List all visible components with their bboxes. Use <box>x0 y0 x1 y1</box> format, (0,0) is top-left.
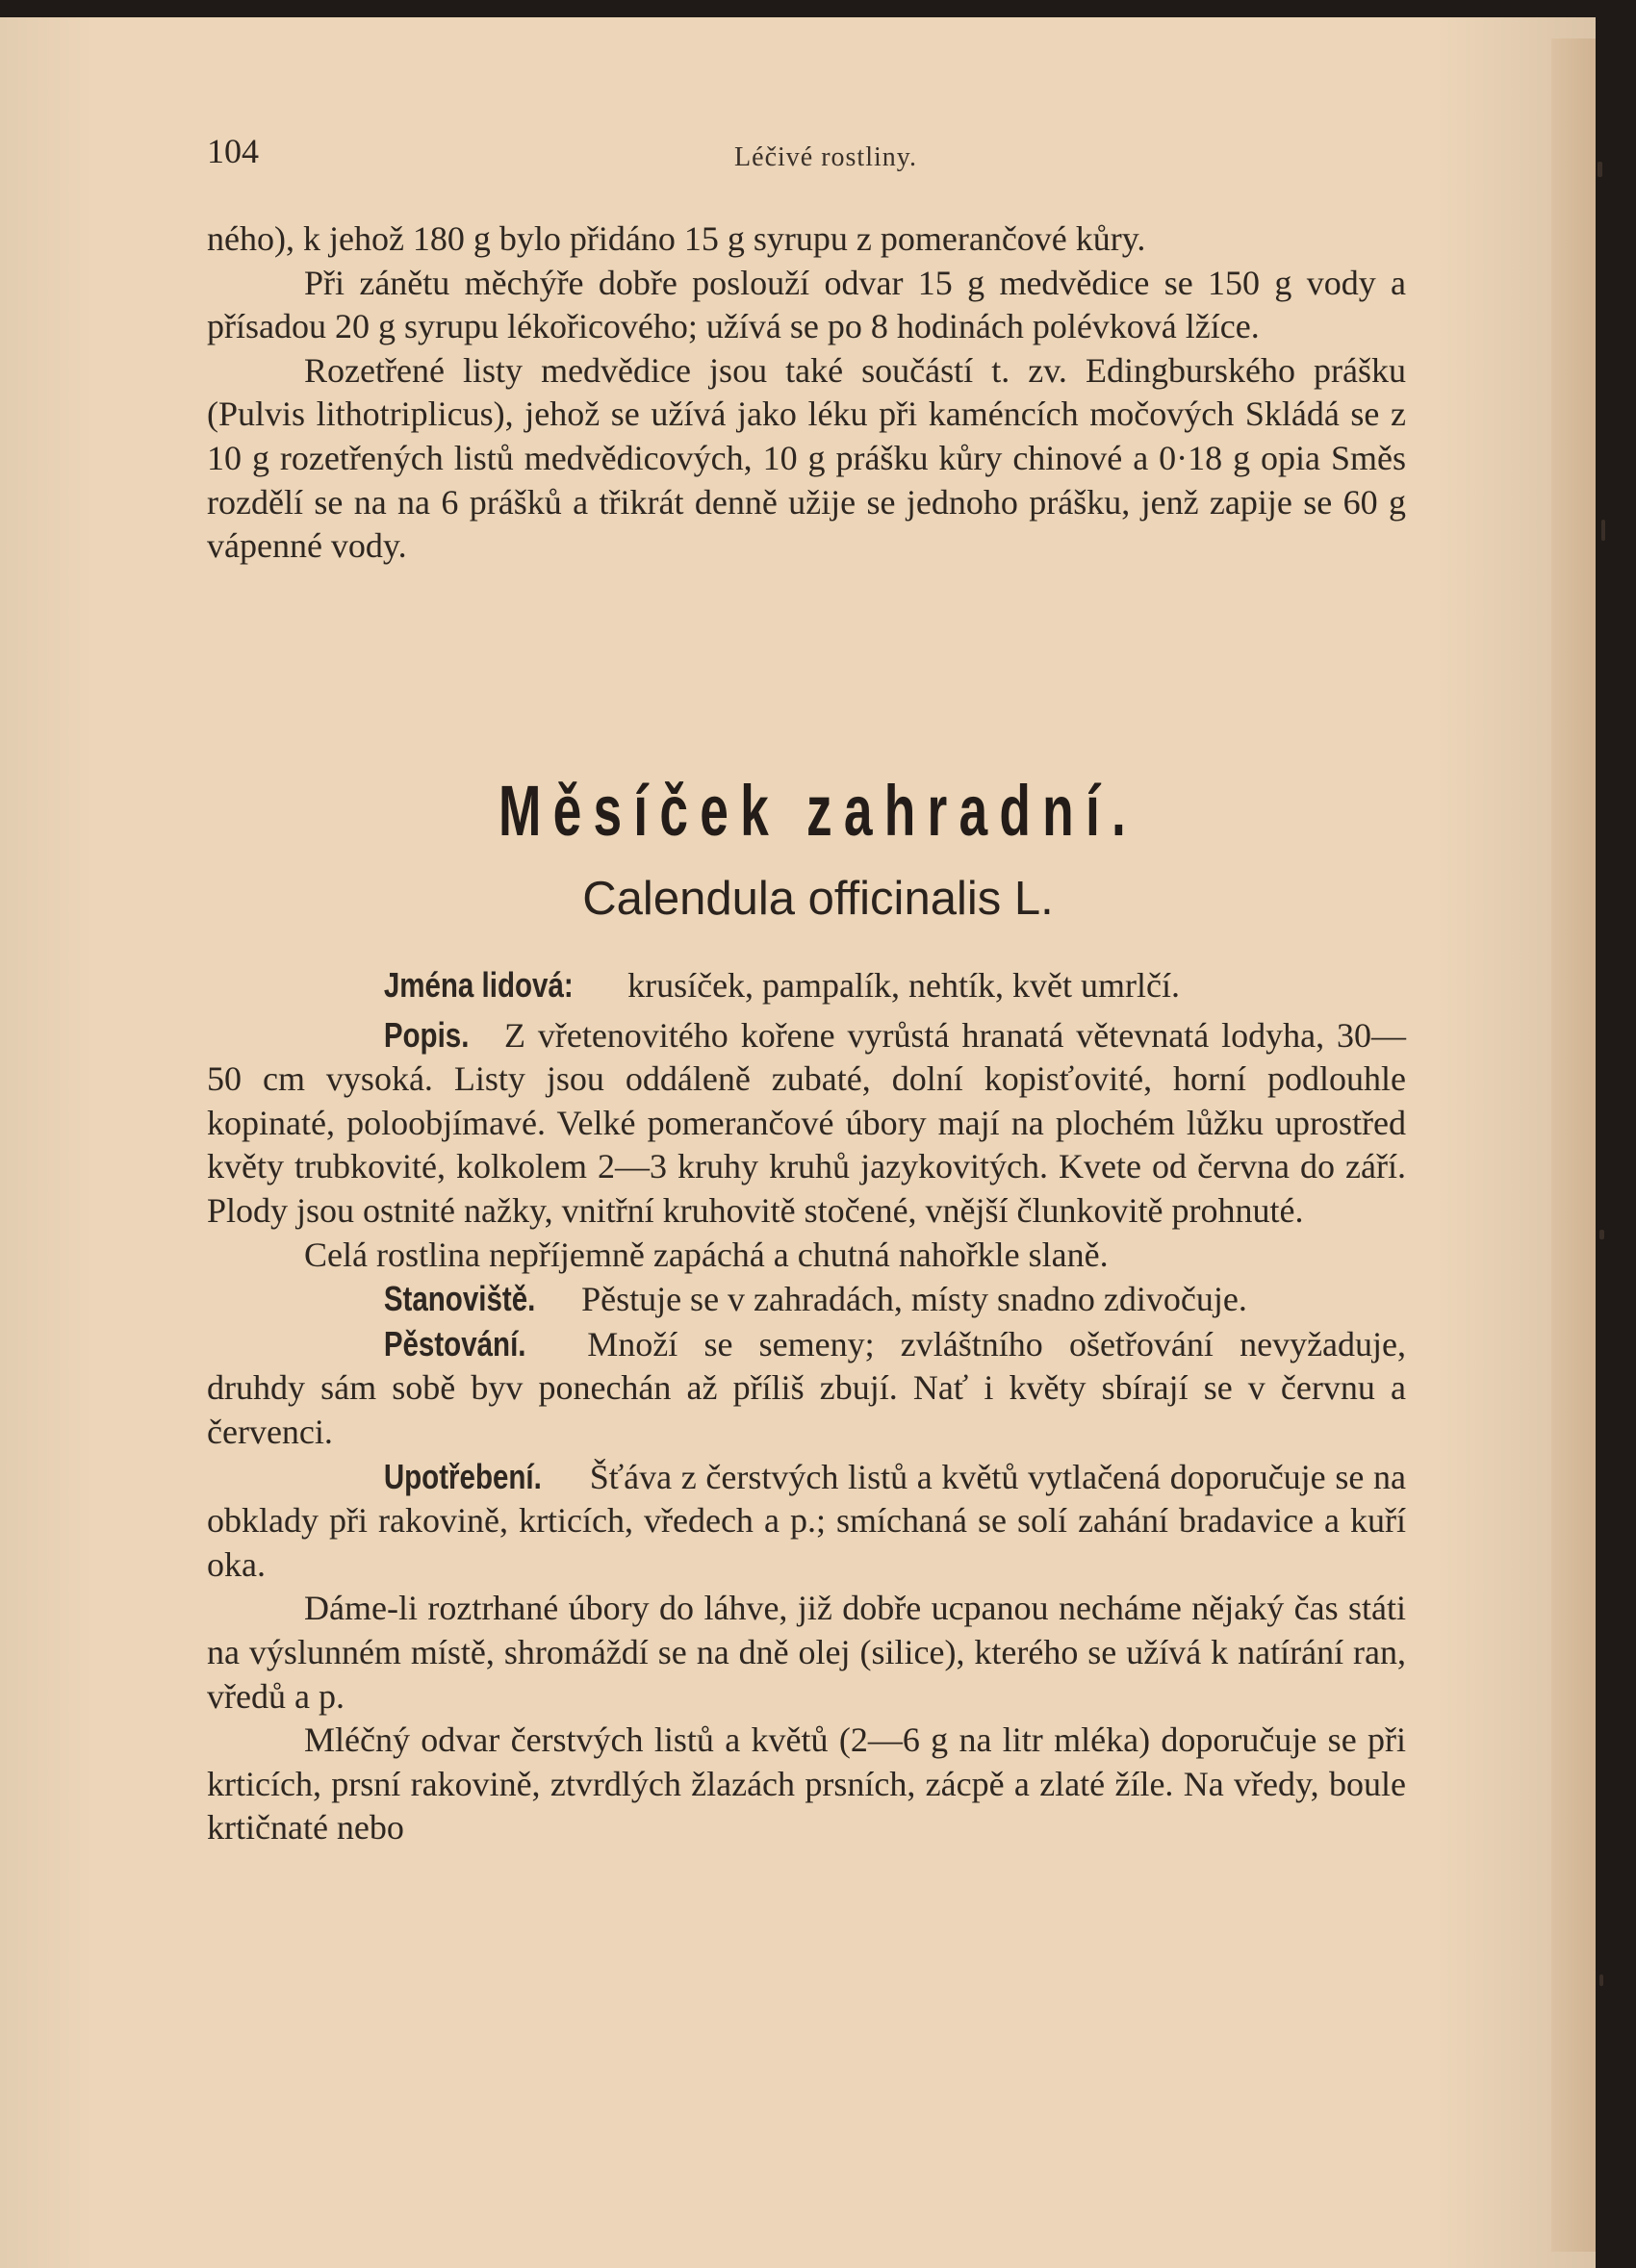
article-title: Měsíček zahradní. <box>498 771 1138 851</box>
page-edge <box>1551 38 1596 2252</box>
oil-paragraph: Dáme-li roztrhané úbory do láhve, již dobře ucpanou necháme nějaký čas státi na výslunném místě, shromáždí se na dně olej (silice), kterého se užívá k natírání ran, vředů a p. <box>207 1589 1406 1716</box>
pestovani-text: Množí se semeny; zvláštního ošetřování nevyžaduje, druhdy sám sobě byv ponechán až příliš zbují. Nať i květy sbírají se v červnu a červenci. <box>207 1324 1406 1451</box>
intro-paragraph-1: ného), k jehož 180 g bylo přidáno 15 g syrupu z pomerančové kůry. <box>207 219 1146 258</box>
stanoviste-paragraph <box>207 1277 1406 1322</box>
intro-text <box>207 217 1406 569</box>
names-paragraph <box>207 963 1406 1008</box>
page-header <box>207 131 1406 179</box>
upotrebeni-text: Šťáva z čerstvých listů a květů vytlačená doporučuje se na obklady při rakovině, krticích, vředech a p.; smíchaná se solí zahání bradavice a kuří oka. <box>207 1457 1407 1584</box>
edge-mark <box>1599 1975 1603 1986</box>
latin-name: Calendula officinalis L. <box>582 873 1054 925</box>
intro-paragraph-2: Při zánětu měchýře dobře poslouží odvar 15 g medvědice se 150 g vody a přísadou 20 g syrupu lékořicového; užívá se po 8 hodinách polévková lžíce. <box>207 263 1406 346</box>
article-body <box>207 963 1406 1850</box>
edge-mark <box>1599 1230 1604 1239</box>
pestovani-paragraph <box>207 1322 1406 1455</box>
edge-mark <box>1601 520 1605 541</box>
pestovani-label: Pěstování. <box>383 1323 526 1363</box>
popis-text: Z vřetenovitého kořene vyrůstá hranatá větevnatá lodyha, 30—50 cm vysoká. Listy jsou oddáleně zubaté, dolní kopisťovité, horní podlouhle kopinaté, poloobjímavé. Velké pomerančové úbory mají na plochém lůžku uprostřed květy trubkovité, kolkolem 2—3 kruhy kruhů jazykovitých. Kvete od června do září. Plody jsou ostnité nažky, vnitřní kruhovitě stočené, vnější člunkovitě prohnuté. <box>207 1015 1407 1230</box>
names-text: krusíček, pampalík, nehtík, květ umrlčí. <box>627 966 1180 1005</box>
popis-label: Popis. <box>383 1014 470 1055</box>
upotrebeni-paragraph <box>207 1455 1406 1588</box>
upotrebeni-label: Upotřebení. <box>383 1456 542 1496</box>
stanoviste-text: Pěstuje se v zahradách, místy snadno zdivočuje. <box>581 1280 1247 1319</box>
stanoviste-label: Stanoviště. <box>383 1279 536 1319</box>
milk-paragraph: Mléčný odvar čerstvých listů a květů (2—6 g na litr mléka) doporučuje se při krticích, prsní rakovině, ztvrdlých žlazách prsních, zácpě a zlaté žíle. Na vředy, boule krtičnaté nebo <box>207 1720 1406 1848</box>
smell-paragraph: Celá rostlina nepříjemně zapáchá a chutná nahořkle slaně. <box>304 1235 1109 1274</box>
edge-mark <box>1598 162 1602 177</box>
intro-paragraph-3: Rozetřené listy medvědice jsou také součástí t. zv. Edingburského prášku (Pulvis lithotriplicus), jehož se užívá jako léku při kaméncích močových Skládá se z 10 g rozetřených listů medvědicových, 10 g prášku kůry chinové a 0·18 g opia Směs rozdělí se na na 6 prášků a třikrát denně užije se jednoho prášku, jenž zapije se 60 g vápenné vody. <box>207 350 1406 566</box>
popis-paragraph <box>207 1013 1406 1234</box>
page-number: 104 <box>207 132 259 170</box>
running-head: Léčivé rostliny. <box>734 142 917 172</box>
names-label: Jména lidová: <box>383 965 574 1005</box>
